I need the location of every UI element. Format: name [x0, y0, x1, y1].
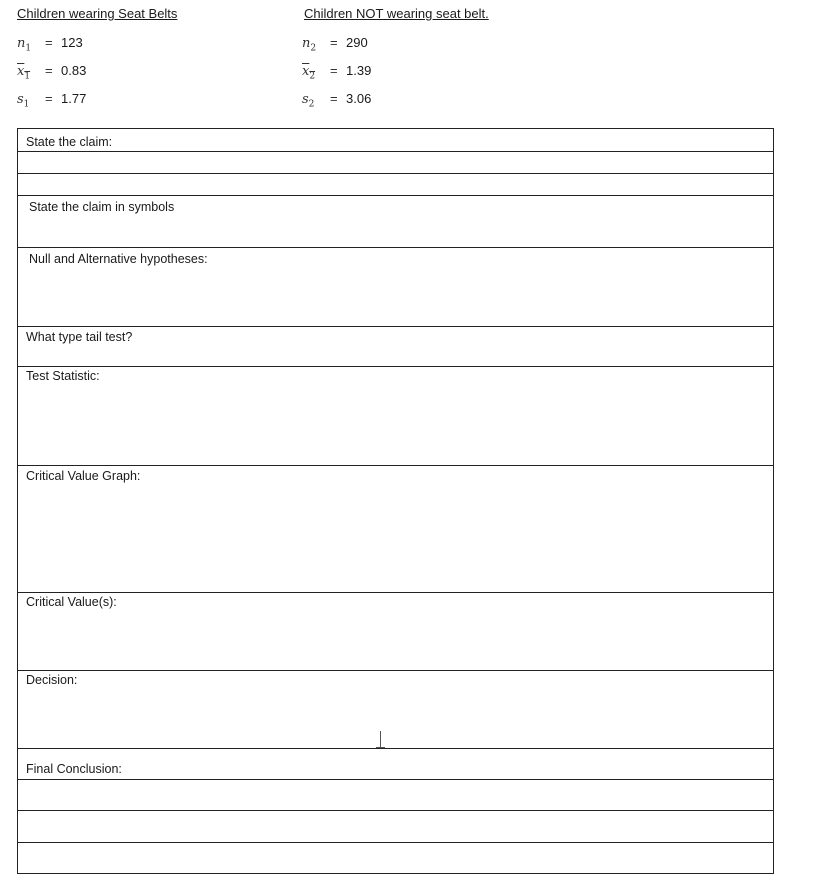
claim-row[interactable] — [17, 129, 774, 152]
mean1-value: 0.83 — [61, 63, 87, 78]
test-statistic-row[interactable] — [17, 367, 774, 466]
n2-symbol: $n_2$ — [302, 36, 317, 54]
equals-sign: = — [330, 35, 338, 50]
group2-std-dev — [302, 91, 371, 110]
critical-values-label: Critical Value(s): — [26, 595, 117, 609]
tail-test-label: What type tail test? — [26, 330, 133, 344]
critical-value-graph-label: Critical Value Graph: — [26, 469, 141, 483]
group1-sample-size — [17, 35, 83, 54]
decision-label: Decision: — [26, 673, 78, 687]
group1-mean — [17, 63, 86, 82]
x-bar-2-symbol: $x_2$ — [302, 64, 316, 82]
mean2-value: 1.39 — [346, 63, 372, 78]
equals-sign: = — [45, 91, 53, 106]
group1-std-dev — [17, 91, 86, 110]
conclusion-answer-line-1[interactable] — [17, 780, 774, 811]
sd1-value: 1.77 — [61, 91, 87, 106]
x-bar-1-symbol: $x_1$ — [17, 64, 31, 82]
hypotheses-label: Null and Alternative hypotheses: — [29, 252, 208, 266]
equals-sign: = — [45, 63, 53, 78]
group2-heading: Children NOT wearing seat belt. — [304, 6, 489, 21]
conclusion-answer-line-2[interactable] — [17, 811, 774, 843]
equals-sign: = — [45, 35, 53, 50]
critical-value-graph-row[interactable] — [17, 466, 774, 593]
claim-symbols-label: State the claim in symbols — [29, 200, 175, 214]
equals-sign: = — [330, 63, 338, 78]
equals-sign: = — [330, 91, 338, 106]
s2-symbol: $s_2$ — [302, 92, 315, 110]
n1-symbol: $n_1$ — [17, 36, 32, 54]
claim-label: State the claim: — [26, 135, 113, 149]
hypotheses-row[interactable] — [17, 248, 774, 327]
hypothesis-test-worksheet — [17, 128, 774, 874]
n1-value: 123 — [61, 35, 83, 50]
decision-row[interactable] — [17, 671, 774, 749]
conclusion-answer-line-3[interactable] — [17, 843, 774, 874]
group1-heading: Children wearing Seat Belts — [17, 6, 178, 21]
group2-mean — [302, 63, 371, 82]
test-statistic-label: Test Statistic: — [26, 369, 100, 383]
text-cursor-icon — [380, 731, 381, 748]
tail-test-row[interactable] — [17, 327, 774, 367]
final-conclusion-row[interactable] — [17, 749, 774, 780]
critical-values-row[interactable] — [17, 593, 774, 671]
claim-answer-line-2[interactable] — [17, 174, 774, 196]
s1-symbol: $s_1$ — [17, 92, 30, 110]
n2-value: 290 — [346, 35, 368, 50]
claim-answer-line-1[interactable] — [17, 152, 774, 174]
sd2-value: 3.06 — [346, 91, 372, 106]
group2-sample-size — [302, 35, 368, 54]
final-conclusion-label: Final Conclusion: — [26, 762, 122, 776]
claim-symbols-row[interactable] — [17, 196, 774, 248]
